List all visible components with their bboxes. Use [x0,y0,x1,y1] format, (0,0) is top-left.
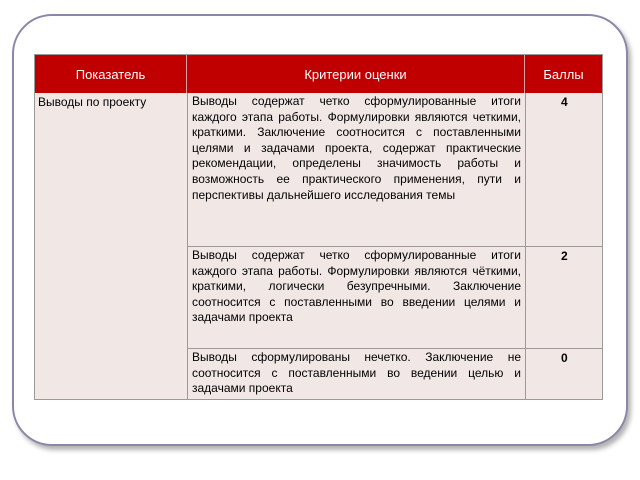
score-cell-1: 4 [561,95,568,109]
criteria-cell-1: Выводы содержат четко сформулированные итоги каждого этапа работы. Формулировки являются четкими, краткими. Заключение соотносится с поставленными целями и задачами проекта, содержат практические рекомендации, определены значимость работы и возможность ее практического применения, пути и перспективы дальнейшего исследования темы [192,94,521,202]
evaluation-table [34,54,603,400]
criteria-cell-3: Выводы сформулированы нечетко. Заключение не соотносится с поставленными во ведении целью и задачами проекта [192,350,521,396]
header-score: Баллы [525,55,602,93]
indicator-cell: Выводы по проекту [38,95,147,109]
row-divider [187,348,602,349]
criteria-cell-2: Выводы содержат четко сформулированные итоги каждого этапа работы. Формулировки являются чёткими, краткими, логически безупречными. Заключение соотносится с поставленными во введении целями и задачами проекта [192,248,521,325]
header-indicator: Показатель [35,55,187,93]
score-cell-3: 0 [561,351,568,365]
row-divider [187,246,602,247]
header-criteria: Критерии оценки [187,55,525,93]
score-cell-2: 2 [561,249,568,263]
